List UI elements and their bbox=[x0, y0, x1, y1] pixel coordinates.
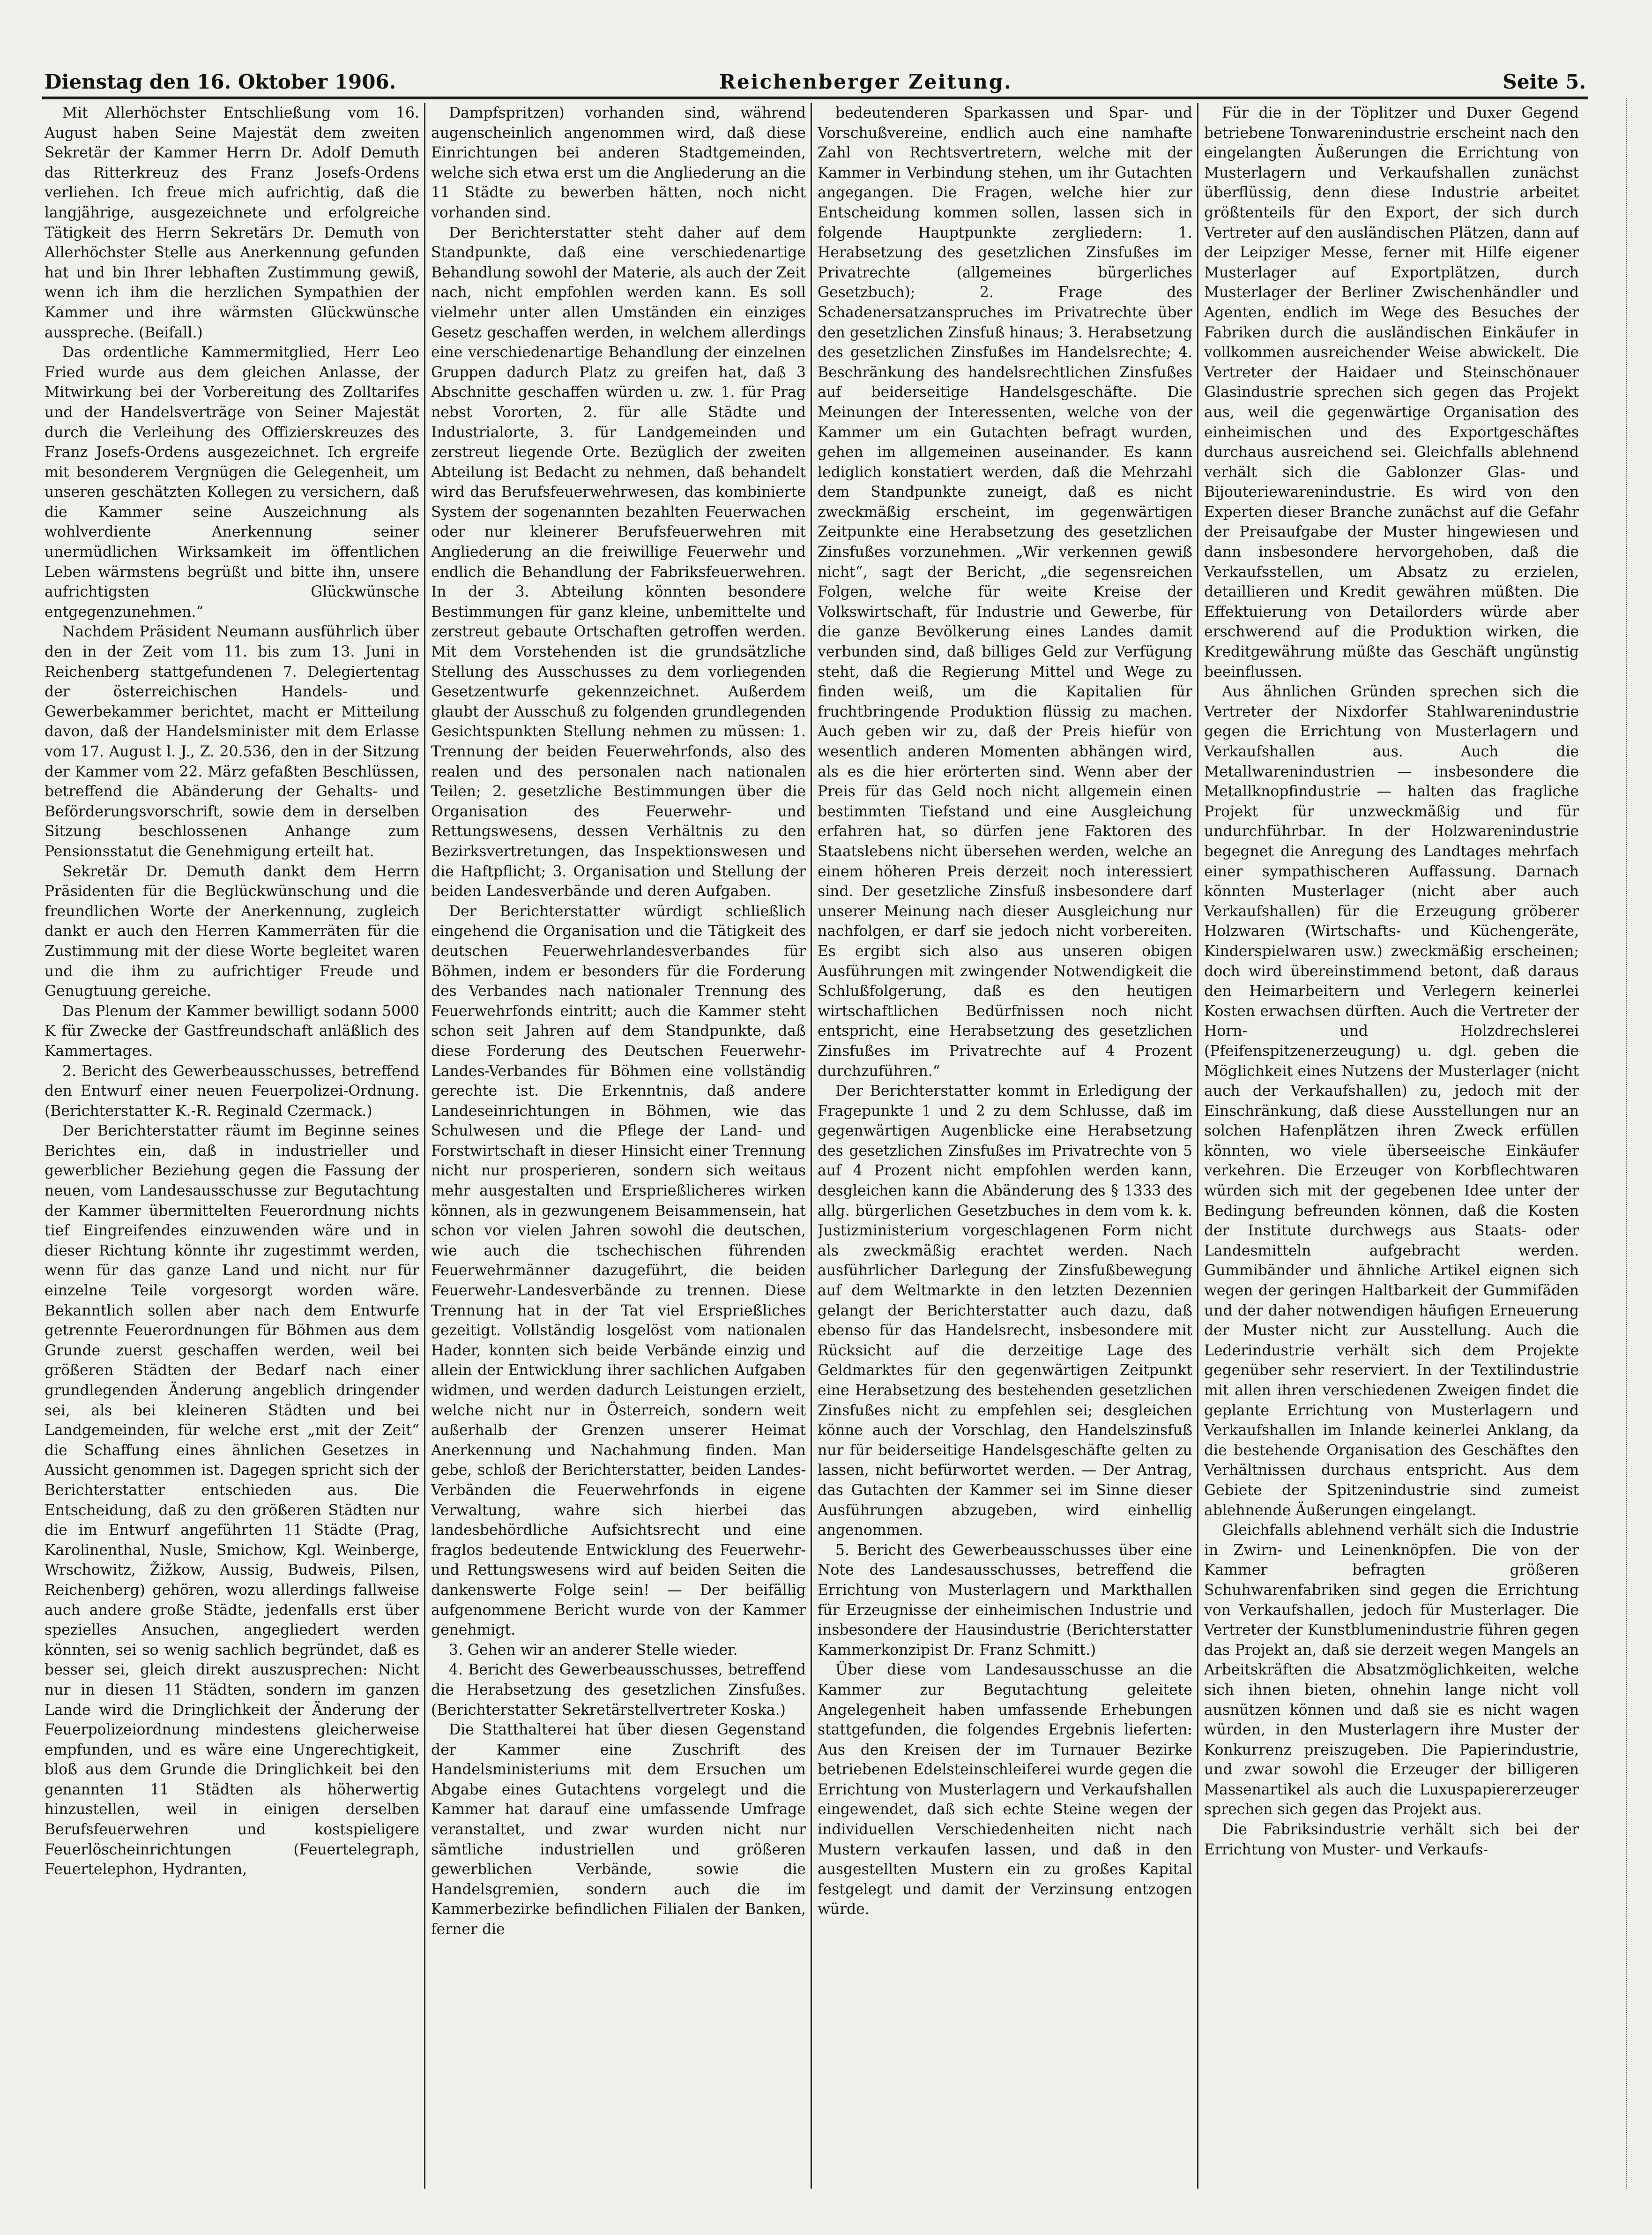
article-paragraph: 5. Bericht des Gewerbeausschusses über eine Note des Landesausschusses, betreffend die Errichtung von Musterlagern und Markthallen für Erzeugnisse der einheimischen Industrie und insbesondere der Hausindustrie (Berichterstatter Kammerkonzipist Dr. Franz Schmitt.) bbox=[818, 1541, 1192, 1659]
article-paragraph: Aus ähnlichen Gründen sprechen sich die Vertreter der Nixdorfer Stahlwarenindustrie gegen die Errichtung von Musterlagern und Verkaufshallen aus. Auch die Metallwarenindustrien — insbesondere die Metallknopfindustrie — halten das fragliche Projekt für unzweckmäßig und für undurchführbar. In der Holzwarenindustrie begegnet die Anregung des Landtages mehrfach einer sympathischeren Auffassung. Darnach könnten Musterlager (nicht aber auch Verkaufshallen) für die Erzeugung gröberer Holzwaren (Wirtschafts- und Küchengeräte, Kinderspielwaren usw.) zweckmäßig erscheinen; doch wird übereinstimmend betont, daß daraus den Heimarbeitern und Verlegern keinerlei Kosten erwachsen dürften. Auch die Vertreter der Horn- und Holzdrechslerei (Pfeifenspitzenerzeugung) u. dgl. geben die Möglichkeit eines Nutzens der Musterlager (nicht auch der Verkaufshallen) zu, jedoch mit der Einschränkung, daß diese Ausstellungen nur an solchen Hafenplätzen ihren Zweck erfüllen könnten, wo viele überseeische Einkäufer verkehren. Die Erzeuger von Korbflechtwaren würden sich mit der gegebenen Idee unter der Bedingung befreunden können, daß die Kosten der Institute durchwegs aus Staats- oder Landesmitteln aufgebracht werden. Gummibänder und ähnliche Artikel eignen sich wegen der geringen Haltbarkeit der Gummifäden und der daher notwendigen häufigen Erneuerung der Muster nicht zur Ausstellung. Auch die Lederindustrie verhält sich dem Projekte gegenüber sehr reserviert. In der Textilindustrie mit allen ihren verschiedenen Zweigen findet die geplante Errichtung von Musterlagern und Verkaufshallen im Inlande keinerlei Anklang, da die bestehende Organisation des Geschäftes den Verhältnissen durchaus entspricht. Aus dem Gebiete der Spitzenindustrie sind zumeist ablehnende Äußerungen eingelangt. bbox=[1204, 683, 1579, 1519]
column-divider bbox=[811, 103, 812, 2189]
column-2 bbox=[431, 103, 806, 2189]
issue-date: Dienstag den 16. Oktober 1906. bbox=[45, 70, 396, 93]
article-paragraph: bedeutenderen Sparkassen und Spar- und Vorschußvereine, endlich auch eine namhafte Zahl von Rechtsvertretern, welche mit der Kammer in Verbindung stehen, um ihr Gutachten angegangen. Die Fragen, welche hier zur Entscheidung kommen sollen, lassen sich in folgende Hauptpunkte zergliedern: 1. Herabsetzung des gesetzlichen Zinsfußes im Privatrechte (allgemeines bürgerliches Gesetzbuch); 2. Frage des Schadenersatzanspruches im Privatrechte über den gesetzlichen Zinsfuß hinaus; 3. Herabsetzung des gesetzlichen Zinsfußes im Handelsrechte; 4. Beschränkung des handelsrechtlichen Zinsfußes auf beiderseitige Handelsgeschäfte. Die Meinungen der Interessenten, welche von der Kammer um ein Gutachten befragt wurden, gehen im allgemeinen auseinander. Es kann lediglich konstatiert werden, daß die Mehrzahl dem Standpunkte zuneigt, daß es nicht zweckmäßig erscheint, im gegenwärtigen Zeitpunkte eine Herabsetzung des gesetzlichen Zinsfußes vorzunehmen. „Wir verkennen gewiß nicht“, sagt der Bericht, „die segensreichen Folgen, welche für weite Kreise der Volkswirtschaft, für Industrie und Gewerbe, für die ganze Bevölkerung eines Landes damit verbunden sind, daß billiges Geld zur Verfügung steht, daß die Regierung Mittel und Wege zu finden weiß, um die Kapitalien für fruchtbringende Produktion flüssig zu machen. Auch geben wir zu, daß der Preis hiefür von wesentlich anderen Momenten abhängen wird, als es die hier erörterten sind. Wenn aber der Preis für das Geld noch nicht allgemein einen bestimmten Tiefstand und eine Ausgleichung erfahren hat, so dürfen jene Faktoren des Staatslebens nicht übersehen werden, welche an einem höheren Preis derzeit noch interessiert sind. Der gesetzliche Zinsfuß insbesondere darf unserer Meinung nach dieser Ausgleichung nur nachfolgen, er darf sie jedoch nicht vorbereiten. Es ergibt sich also aus unseren obigen Ausführungen mit zwingender Notwendigkeit die Schlußfolgerung, daß es den heutigen wirtschaftlichen Bedürfnissen noch nicht entspricht, eine Herabsetzung des gesetzlichen Zinsfußes im Privatrechte auf 4 Prozent durchzuführen.“ bbox=[818, 105, 1192, 1080]
article-paragraph: Sekretär Dr. Demuth dankt dem Herrn Präsidenten für die Beglückwünschung und die freundlichen Worte der Anerkennung, zugleich dankt er auch den Herren Kammerräten für die Zustimmung mit der diese Worte begleitet waren und die ihm zu aufrichtiger Freude und Genugtuung gereiche. bbox=[45, 863, 419, 1000]
article-paragraph: Der Berichterstatter steht daher auf dem Standpunkte, daß eine verschiedenartige Behandlung sowohl der Materie, als auch der Zeit nach, nicht empfohlen werden kann. Es soll vielmehr unter allen Umständen ein einziges Gesetz geschaffen werden, in welchem allerdings eine verschiedenartige Behandlung der einzelnen Gruppen dadurch Platz zu greifen hat, daß 3 Abschnitte geschaffen würden u. zw. 1. für Prag nebst Vororten, 2. für alle Städte und Industrialorte, 3. für Landgemeinden und zerstreut liegende Orte. Bezüglich der zweiten Abteilung ist Bedacht zu nehmen, daß behandelt wird das Berufsfeuerwehrwesen, das kombinierte System der sogenannten bezahlten Feuerwachen oder nur kleinerer Berufsfeuerwehren mit Angliederung an die freiwillige Feuerwehr und endlich die Behandlung der Fabriksfeuerwehren. In der 3. Abteilung könnten besondere Bestimmungen für ganz kleine, unbemittelte und zerstreut gebaute Ortschaften getroffen werden. Mit dem Vorstehenden ist die grundsätzliche Stellung des Ausschusses zu dem vorliegenden Gesetzentwurfe gekennzeichnet. Außerdem glaubt der Ausschuß zu folgenden grundlegenden Gesichtspunkten Stellung nehmen zu müssen: 1. Trennung der beiden Feuerwehrfonds, also des realen und des personalen nach nationalen Teilen; 2. gesetzliche Bestimmungen über die Organisation des Feuerwehr- und Rettungswesens, dessen Verhältnis zu den Bezirksvertretungen, das Inspektionswesen und die Haftpflicht; 3. Organisation und Stellung der beiden Landesverbände und deren Aufgaben. bbox=[431, 224, 806, 900]
article-paragraph: Die Statthalterei hat über diesen Gegenstand der Kammer eine Zuschrift des Handelsministeriums mit dem Ersuchen um Abgabe eines Gutachtens vorgelegt und die Kammer hat darauf eine umfassende Umfrage veranstaltet, und zwar wurden nicht nur sämtliche industriellen und größeren gewerblichen Verbände, sowie die Handelsgremien, sondern auch die im Kammerbezirke befindlichen Filialen der Banken, ferner die bbox=[431, 1721, 806, 1938]
article-paragraph: Nachdem Präsident Neumann ausführlich über den in der Zeit vom 11. bis zum 13. Juni in Reichenberg stattgefundenen 7. Delegiertentag der österreichischen Handels- und Gewerbekammer berichtet, macht er Mitteilung davon, daß der Handelsminister mit dem Erlasse vom 17. August l. J., Z. 20.536, den in der Sitzung der Kammer vom 22. März gefaßten Beschlüssen, betreffend die Abänderung der Gehalts- und Beförderungsvorschrift, sowie dem in derselben Sitzung beschlossenen Anhange zum Pensionsstatut die Genehmigung erteilt hat. bbox=[45, 623, 419, 860]
header-rule bbox=[42, 97, 1588, 99]
article-paragraph: 3. Gehen wir an anderer Stelle wieder. bbox=[449, 1641, 738, 1659]
newspaper-title: Reichenberger Zeitung. bbox=[719, 70, 1012, 93]
article-paragraph: Für die in der Töplitzer und Duxer Gegend betriebene Tonwarenindustrie erscheint nach den eingelangten Äußerungen die Errichtung von Musterlagern und Verkaufshallen zunächst überflüssig, denn diese Industrie arbeitet größtenteils für den Export, der sich durch Vertreter auf den ausländischen Plätzen, dann auf der Leipziger Messe, ferner mit Hilfe eigener Musterlager auf Exportplätzen, durch Musterlager der Berliner Zwischenhändler und Agenten, endlich im Wege des Besuches der Fabriken durch die ausländischen Einkäufer in vollkommen ausreichender Weise abwickelt. Die Vertreter der Haidaer und Steinschönauer Glasindustrie sprechen sich gegen das Projekt aus, weil die gegenwärtige Organisation des einheimischen und des Exportgeschäftes durchaus ausreichend sei. Gleichfalls ablehnend verhält sich die Gablonzer Glas- und Bijouteriewarenindustrie. Es wird von den Experten dieser Branche zunächst auf die Gefahr der Preisaufgabe der Muster hingewiesen und dann insbesondere hervorgehoben, daß die Verkaufsstellen, um Absatz zu erzielen, detaillieren und Kredit gewähren müßten. Die Effektuierung von Detailorders würde aber erschwerend auf die Produktion wirken, die Kreditgewährung müßte das Geschäft ungünstig beeinflussen. bbox=[1204, 105, 1579, 680]
article-paragraph: 2. Bericht des Gewerbeausschusses, betreffend den Entwurf einer neuen Feuerpolizei-Ordnung. (Berichterstatter K.-R. Reginald Czermack.) bbox=[45, 1062, 419, 1120]
column-3 bbox=[818, 103, 1192, 2189]
article-paragraph: Dampfspritzen) vorhanden sind, während augenscheinlich angenommen wird, daß diese Einrichtungen bei anderen Stadtgemeinden, welche sich etwa erst um die Angliederung an die 11 Städte zu bewerben hätten, noch nicht vorhanden sind. bbox=[431, 105, 806, 221]
column-1 bbox=[45, 103, 419, 2189]
scan-edge bbox=[1626, 98, 1630, 2189]
article-paragraph: Der Berichterstatter räumt im Beginne seines Berichtes ein, daß in industrieller und gewerblicher Beziehung gegen die Fassung der neuen, vom Landesausschusse zur Begutachtung der Kammer übermittelten Feuerordnung nichts tief Eingreifendes einzuwenden wäre und in dieser Richtung könnte ihr zugestimmt werden, wenn für das ganze Land und nicht nur für einzelne Teile vorgesorgt worden wäre. Bekanntlich sollen aber nach dem Entwurfe getrennte Feuerordnungen für Böhmen aus dem Grunde zuerst geschaffen werden, weil bei größeren Städten der Bedarf nach einer grundlegenden Änderung angeblich dringender sei, als bei kleineren Städten und bei Landgemeinden, für welche erst „mit der Zeit“ die Schaffung eines ähnlichen Gesetzes in Aussicht genommen ist. Dagegen spricht sich der Berichterstatter entschieden aus. Die Entscheidung, daß zu den größeren Städten nur die im Entwurf angeführten 11 Städte (Prag, Karolinenthal, Nusle, Smichow, Kgl. Weinberge, Wrschowitz, Žižkow, Aussig, Budweis, Pilsen, Reichenberg) gehören, wozu allerdings fallweise auch andere große Städte, jedenfalls erst über spezielles Ansuchen, angegliedert werden könnten, sei so wenig sachlich begründet, daß es besser sei, gleich direkt auszusprechen: Nicht nur in diesen 11 Städten, sondern im ganzen Lande wird die Dringlichkeit der Änderung der Feuerpolizeiordnung mindestens gleicherweise empfunden, und es wäre eine Ungerechtigkeit, bloß aus dem Grunde die Dringlichkeit bei den genannten 11 Städten als höherwertig hinzustellen, weil in einigen derselben Berufsfeuerwehren und kostspieligere Feuerlöscheinrichtungen (Feuertelegraph, Feuertelephon, Hydranten, bbox=[45, 1122, 419, 1878]
article-paragraph: Der Berichterstatter würdigt schließlich eingehend die Organisation und die Tätigkeit des deutschen Feuerwehrlandesverbandes für Böhmen, indem er besonders für die Forderung des Verbandes nach nationaler Trennung des Feuerwehrfonds eintritt; auch die Kammer steht schon seit Jahren auf dem Standpunkte, daß diese Forderung des Deutschen Feuerwehr-Landes-Verbandes für Böhmen eine vollständig gerechte ist. Die Erkenntnis, daß andere Landeseinrichtungen in Böhmen, wie das Schulwesen und die Pflege der Land- und Forstwirtschaft in dieser Hinsicht einer Trennung nicht nur prosperieren, sondern sich weitaus mehr ausgestalten und Ersprießlicheres wirken können, als in gezwungenem Beisammensein, hat schon vor vielen Jahren sowohl die deutschen, wie auch die tschechischen führenden Feuerwehrmänner dazugeführt, die beiden Feuerwehr-Landesverbände zu trennen. Diese Trennung hat in der Tat viel Ersprießliches gezeitigt. Vollständig losgelöst vom nationalen Hader, konnten sich beide Verbände einzig und allein der Entwicklung ihrer sachlichen Aufgaben widmen, und werden dadurch Leistungen erzielt, welche nicht nur in Österreich, sondern weit außerhalb der Grenzen unserer Heimat Anerkennung und Nachahmung finden. Man gebe, schloß der Berichterstatter, beiden Landes-Verbänden die Feuerwehrfonds in eigene Verwaltung, wahre sich hierbei das landesbehördliche Aufsichtsrecht und eine fraglos bedeutende Entwicklung des Feuerwehr- und Rettungswesens wird auf beiden Seiten die dankenswerte Folge sein! — Der beifällig aufgenommene Bericht wurde von der Kammer genehmigt. bbox=[431, 903, 806, 1639]
column-4 bbox=[1204, 103, 1579, 2189]
column-divider bbox=[424, 103, 425, 2189]
article-paragraph: Mit Allerhöchster Entschließung vom 16. August haben Seine Majestät dem zweiten Sekretär der Kammer Herrn Dr. Adolf Demuth das Ritterkreuz des Franz Josefs-Ordens verliehen. Ich freue mich aufrichtig, daß die langjährige, ausgezeichnete und erfolgreiche Tätigkeit des Herrn Sekretärs Dr. Demuth von Allerhöchster Stelle aus Anerkennung gefunden hat und bin Ihrer lebhaften Zustimmung gewiß, wenn ich ihm die herzlichen Sympathien der Kammer und ihre wärmsten Glückwünsche ausspreche. (Beifall.) bbox=[45, 105, 419, 341]
article-paragraph: Das Plenum der Kammer bewilligt sodann 5000 K für Zwecke der Gastfreundschaft anläßlich des Kammertages. bbox=[45, 1002, 419, 1060]
article-paragraph: Gleichfalls ablehnend verhält sich die Industrie in Zwirn- und Leinenknöpfen. Die von der Kammer befragten größeren Schuhwarenfabriken sind gegen die Errichtung von Verkaufshallen, jedoch für Musterlager. Die Vertreter der Kunstblumenindustrie führen gegen das Projekt an, daß sie derzeit wegen Mangels an Arbeitskräften die Absatzmöglichkeiten, welche sich ihnen bieten, ohnehin lange nicht voll ausnützen können und daß sie es nicht wagen würden, in den Musterlagern ihre Muster der Konkurrenz preiszugeben. Die Papierindustrie, und zwar sowohl die Erzeuger der billigeren Massenartikel als auch die Luxuspapiererzeuger sprechen sich gegen das Projekt aus. bbox=[1204, 1522, 1579, 1818]
article-paragraph: 4. Bericht des Gewerbeausschusses, betreffend die Herabsetzung des gesetzlichen Zinsfußes. (Berichterstatter Sekretärstellvertreter Koska.) bbox=[431, 1661, 806, 1719]
article-paragraph: Über diese vom Landesausschusse an die Kammer zur Begutachtung geleitete Angelegenheit haben umfassende Erhebungen stattgefunden, die folgendes Ergebnis lieferten: Aus den Kreisen der im Turnauer Bezirke betriebenen Edelsteinschleiferei wurde gegen die Errichtung von Musterlagern und Verkaufshallen eingewendet, daß sich echte Steine wegen der individuellen Verschiedenheiten nicht nach Mustern verkaufen lassen, und daß in den ausgestellten Mustern ein zu großes Kapital festgelegt und damit der Verzinsung entzogen würde. bbox=[818, 1661, 1192, 1918]
article-paragraph: Die Fabriksindustrie verhält sich bei der Errichtung von Muster- und Verkaufs- bbox=[1204, 1821, 1579, 1858]
article-paragraph: Das ordentliche Kammermitglied, Herr Leo Fried wurde aus dem gleichen Anlasse, der Mitwirkung bei der Vorbereitung des Zolltarifes und der Handelsverträge von Seiner Majestät durch die Verleihung des Offizierskreuzes des Franz Josefs-Ordens ausgezeichnet. Ich ergreife mit besonderem Vergnügen die Gelegenheit, um unseren geschätzten Kollegen zu versichern, daß die Kammer seine Auszeichnung als wohlverdiente Anerkennung seiner unermüdlichen Wirksamkeit im öffentlichen Leben wärmstens begrüßt und bitte ihn, unsere aufrichtigsten Glückwünsche entgegenzunehmen.“ bbox=[45, 344, 419, 620]
article-paragraph: Der Berichterstatter kommt in Erledigung der Fragepunkte 1 und 2 zu dem Schlusse, daß im gegenwärtigen Augenblicke eine Herabsetzung des gesetzlichen Zinsfußes im Privatrechte von 5 auf 4 Prozent nicht empfohlen werden kann, desgleichen kann die Abänderung des § 1333 des allg. bürgerlichen Gesetzbuches in dem vom k. k. Justizministerium vorgeschlagenen Form nicht als zweckmäßig erachtet werden. Nach ausführlicher Darlegung der Zinsfußbewegung auf dem Weltmarkte in den letzten Dezennien gelangt der Berichterstatter auch dazu, daß ebenso für das Handelsrecht, insbesondere mit Rücksicht auf die derzeitige Lage des Geldmarktes für den gegenwärtigen Zeitpunkt eine Herabsetzung des bestehenden gesetzlichen Zinsfußes nicht zu empfehlen sei; desgleichen könne auch der Vorschlag, den Handelszinsfuß nur für beiderseitige Handelsgeschäfte gelten zu lassen, nicht befürwortet werden. — Der Antrag, das Gutachten der Kammer sei im Sinne dieser Ausführungen abzugeben, wird einhellig angenommen. bbox=[818, 1083, 1192, 1539]
page-number: Seite 5. bbox=[1503, 70, 1586, 93]
column-divider bbox=[1197, 103, 1198, 2189]
